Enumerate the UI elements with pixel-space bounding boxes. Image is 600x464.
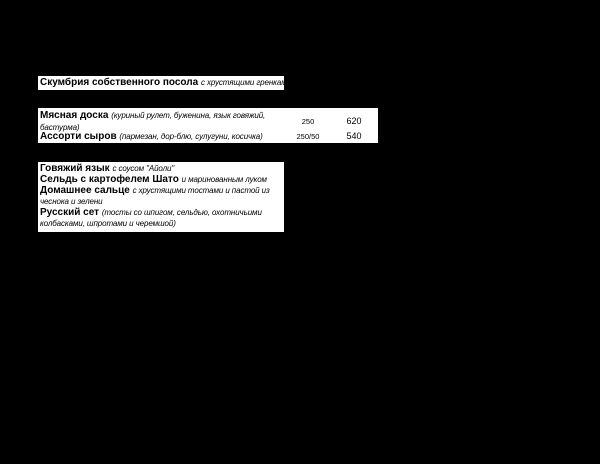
dish-name: Сельдь с картофелем Шато [40, 174, 179, 185]
menu-item-russian-set [40, 208, 272, 229]
dish-description: с хрустящими тостами и пастой из чеснока и зелени [40, 186, 270, 206]
dish-name: Домашнее сальце [40, 185, 130, 196]
dish-name: Говяжий язык [40, 163, 110, 174]
dish-description: с хрустящими гренками [200, 78, 291, 87]
dish-name: Скумбрия собственного посола [40, 77, 199, 88]
menu-block-platters [38, 108, 378, 143]
menu-block-fish [38, 76, 291, 90]
dish-name: Русский сет [40, 207, 100, 218]
dish-weight: 250/50 [296, 132, 320, 141]
menu-item-cheese-plate [40, 131, 263, 143]
dish-weight: 250 [301, 117, 315, 126]
menu-block-snacks [38, 162, 284, 232]
dish-description: (тосты со шпигом, сельдью, охотничьими колбасками, шпротами и черемшой) [40, 208, 262, 228]
dish-name: Ассорти сыров [40, 131, 117, 142]
dish-description: и маринованным луком [181, 175, 267, 184]
dish-description: (пармезан, дор-блю, сулугуни, косичка) [119, 132, 263, 141]
menu-item-lard [40, 186, 280, 207]
menu-item-mackerel [40, 77, 291, 89]
dish-name: Мясная доска [40, 110, 109, 121]
dish-description: (куриный рулет, буженина, язык говяжий, бастурма) [40, 111, 266, 132]
dish-description: с соусом "Айоли" [112, 164, 175, 173]
dish-price: 620 [346, 116, 362, 126]
dish-price: 540 [346, 131, 362, 141]
